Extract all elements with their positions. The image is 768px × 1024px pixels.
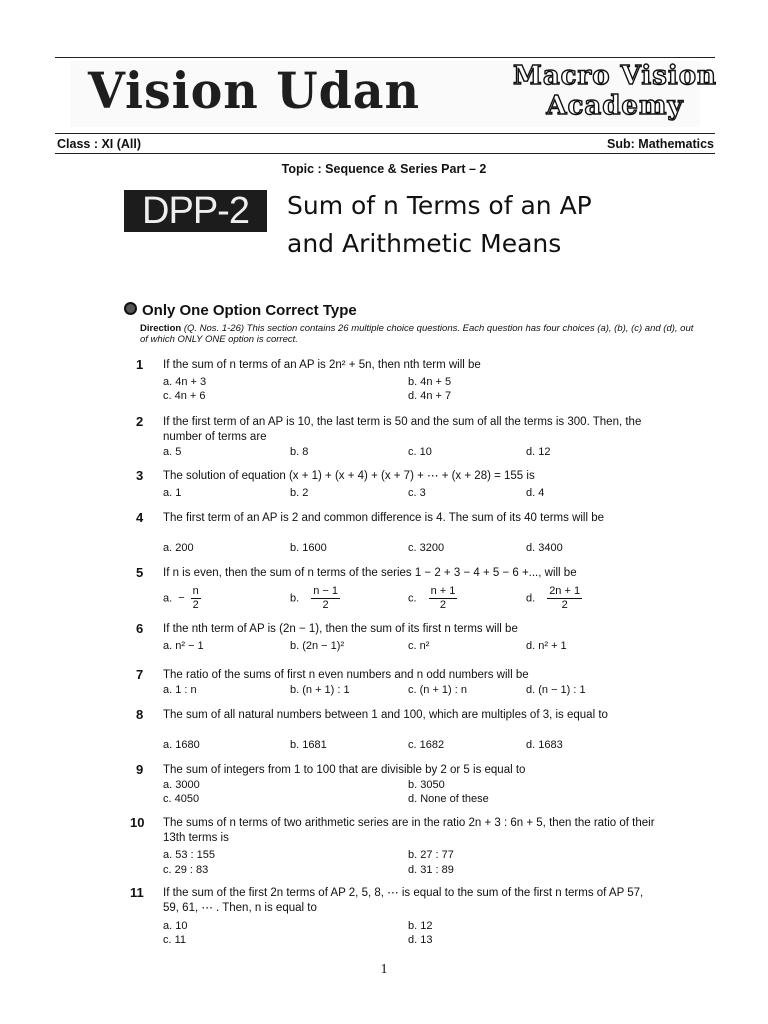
topic-heading: Topic : Sequence & Series Part – 2	[281, 162, 487, 176]
answer-option: c. 4n + 6	[163, 390, 206, 402]
question-number: 10	[130, 815, 145, 830]
option-fraction	[311, 585, 340, 612]
question-text: If the nth term of AP is (2n − 1), then the sum of its first n terms will be	[163, 623, 518, 635]
answer-option: b. 27 : 77	[408, 849, 454, 861]
answer-option: c. 3	[408, 487, 426, 499]
vision-udan-logo: Vision Udan	[88, 61, 421, 120]
answer-option: b. 4n + 5	[408, 376, 452, 388]
fraction-numerator: n − 1	[313, 585, 338, 597]
answer-option: b. 1600	[290, 542, 327, 554]
answer-option: c. 3200	[408, 542, 445, 554]
question-text: If the sum of n terms of an AP is 2n² + 5n, then nth term will be	[163, 359, 481, 371]
bullet-icon	[124, 302, 137, 315]
fraction-numerator: n + 1	[430, 585, 456, 597]
answer-option: b. 1681	[290, 739, 327, 751]
answer-option: d. n² + 1	[526, 640, 567, 652]
answer-option	[290, 585, 340, 612]
answer-option: a. 1 : n	[163, 684, 197, 696]
answer-option: c. 29 : 83	[163, 864, 209, 876]
answer-option: d. (n − 1) : 1	[526, 684, 586, 696]
fraction-denominator: 2	[561, 599, 568, 611]
answer-option: d. 4	[526, 487, 545, 499]
title-line-1: Sum of n Terms of an AP	[287, 191, 592, 220]
option-label: d.	[526, 592, 536, 605]
answer-option: d. 31 : 89	[408, 864, 454, 876]
answer-option: a. 53 : 155	[163, 849, 215, 861]
question-number: 1	[136, 357, 144, 372]
dpp-badge: DPP-2	[124, 190, 267, 232]
top-rule	[55, 57, 715, 58]
direction-text: (Q. Nos. 1-26) This section contains 26 multiple choice questions. Each question has four choices (a), (b), (c) and (d), out of which ONLY ONE option is correct.	[140, 323, 694, 345]
answer-option: b. 2	[290, 487, 309, 499]
answer-option: d. 4n + 7	[408, 390, 452, 402]
subject-label: Sub: Mathematics	[607, 137, 714, 151]
question-text: If the sum of the first 2n terms of AP 2, 5, 8, ⋯ is equal to the sum of the first n terms of AP 57, 59, 61, ⋯ . Then, n is equal to	[163, 887, 644, 914]
question-number: 8	[136, 707, 144, 722]
answer-option: c. n²	[408, 640, 430, 652]
page-number: 1	[380, 962, 388, 977]
question-text: If n is even, then the sum of n terms of the series 1 − 2 + 3 − 4 + 5 − 6 +..., will be	[163, 567, 577, 579]
answer-option: b. 8	[290, 446, 309, 458]
answer-option: a. 3000	[163, 779, 200, 791]
option-fraction	[547, 585, 582, 612]
section-heading-text: Only One Option Correct Type	[142, 302, 357, 319]
academy-line-2: Academy	[546, 91, 684, 121]
question-text: If the first term of an AP is 10, the last term is 50 and the sum of all the terms is 300. Then, the number of terms are	[163, 416, 642, 443]
fraction-denominator: 2	[439, 599, 447, 611]
question-text: The ratio of the sums of first n even numbers and n odd numbers will be	[163, 669, 529, 681]
option-sign: −	[178, 592, 185, 605]
fraction-denominator: 2	[322, 599, 329, 611]
answer-option	[408, 585, 457, 612]
option-fraction	[429, 585, 458, 612]
title-line-2: and Arithmetic Means	[287, 229, 562, 258]
answer-option: a. 4n + 3	[163, 376, 207, 388]
question-text: The sums of n terms of two arithmetic series are in the ratio 2n + 3 : 6n + 5, then the ratio of their 13th terms is	[163, 817, 655, 844]
question-text: The sum of integers from 1 to 100 that are divisible by 2 or 5 is equal to	[163, 764, 526, 776]
answer-option: a. 200	[163, 542, 194, 554]
answer-option: c. 1682	[408, 739, 445, 751]
answer-option: b. (2n − 1)²	[290, 640, 345, 652]
answer-option: d. 1683	[526, 739, 563, 751]
option-fraction	[191, 585, 201, 612]
answer-option: c. (n + 1) : n	[408, 684, 467, 696]
question-number: 5	[136, 565, 144, 580]
fraction-numerator: n	[192, 585, 199, 597]
answer-option: b. 12	[408, 920, 433, 932]
answer-option: d. 3400	[526, 542, 563, 554]
option-label: c.	[408, 592, 417, 605]
academy-line-1: Macro Vision	[513, 61, 717, 91]
fraction-numerator: 2n + 1	[549, 585, 581, 597]
answer-option: c. 4050	[163, 793, 200, 805]
question-text: The sum of all natural numbers between 1 and 100, which are multiples of 3, is equal to	[163, 709, 608, 721]
answer-option: a. 5	[163, 446, 182, 458]
answer-option	[163, 585, 201, 612]
question-number: 2	[136, 414, 144, 429]
question-number: 9	[136, 762, 144, 777]
fraction-denominator: 2	[192, 599, 199, 611]
direction-note	[140, 323, 700, 345]
answer-option: b. (n + 1) : 1	[290, 684, 350, 696]
question-text: The solution of equation (x + 1) + (x + 4) + (x + 7) + ⋯ + (x + 28) = 155 is	[163, 470, 535, 482]
answer-option: d. 13	[408, 934, 433, 946]
direction-label: Direction	[140, 323, 182, 334]
answer-option: c. 11	[163, 934, 187, 946]
question-number: 4	[136, 510, 144, 525]
option-label: a.	[163, 592, 173, 605]
macro-vision-academy-logo	[505, 61, 725, 121]
answer-option: a. 10	[163, 920, 188, 932]
answer-option: a. n² − 1	[163, 640, 204, 652]
question-number: 7	[136, 667, 144, 682]
question-number: 11	[130, 885, 144, 900]
question-number: 6	[136, 621, 144, 636]
section-heading	[124, 302, 357, 319]
answer-option: d. 12	[526, 446, 551, 458]
meta-rule	[55, 153, 715, 154]
answer-option	[526, 585, 582, 612]
answer-option: b. 3050	[408, 779, 445, 791]
header-banner	[70, 61, 717, 127]
answer-option: d. None of these	[408, 793, 489, 805]
answer-option: c. 10	[408, 446, 432, 458]
question-number: 3	[136, 468, 144, 483]
option-label: b.	[290, 592, 300, 605]
question-text: The first term of an AP is 2 and common difference is 4. The sum of its 40 terms will be	[163, 512, 605, 524]
answer-option: a. 1680	[163, 739, 200, 751]
answer-option: a. 1	[163, 487, 182, 499]
header-rule	[55, 133, 715, 134]
class-label: Class : XI (All)	[57, 137, 142, 151]
